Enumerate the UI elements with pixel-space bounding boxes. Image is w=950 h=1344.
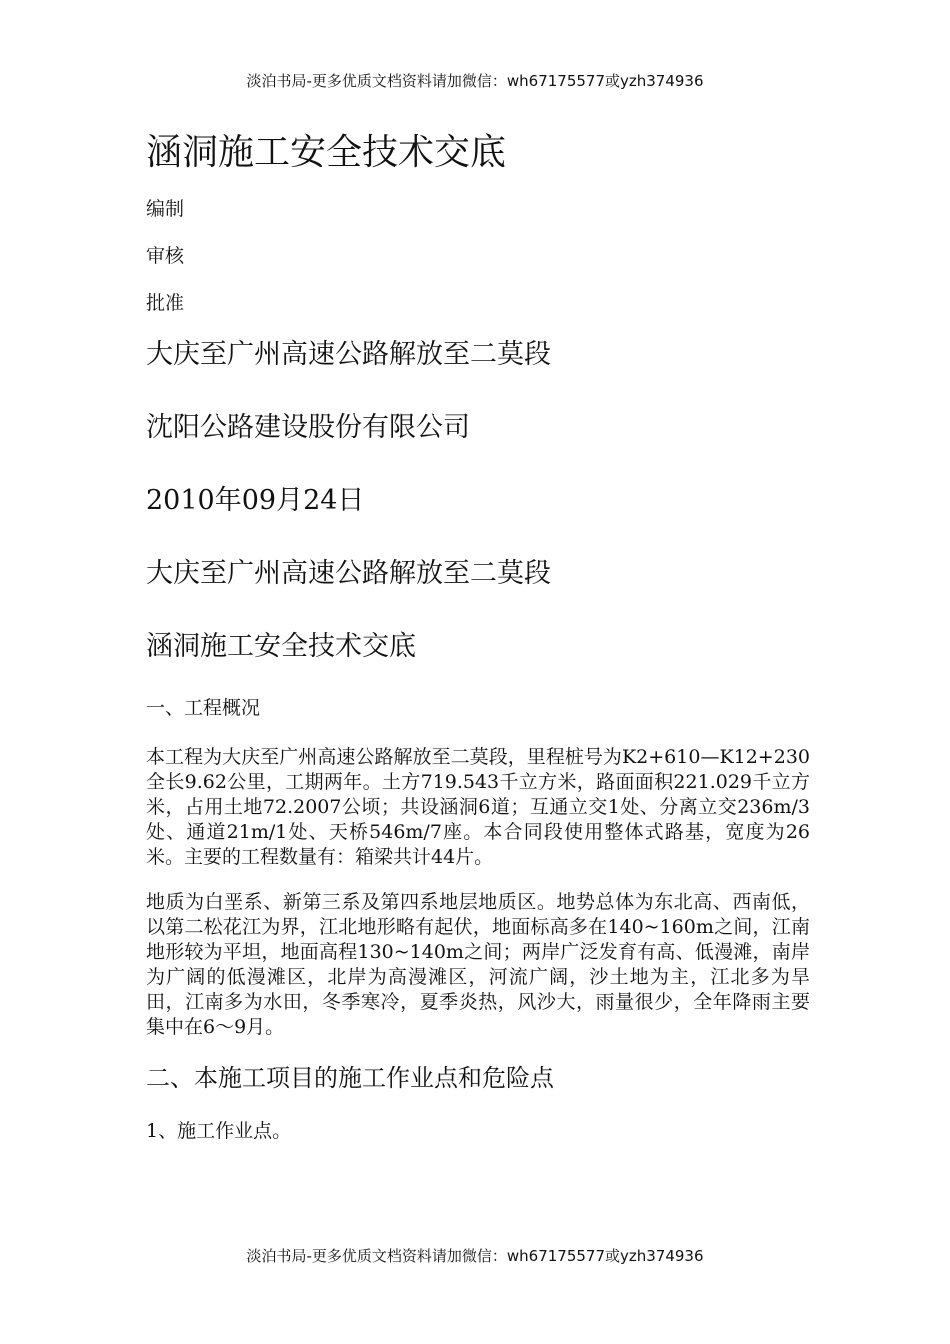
project-name: 大庆至广州高速公路解放至二莫段 <box>146 339 551 370</box>
footer-watermark: 淡泊书局-更多优质文档资料请加微信：wh67175577或yzh374936 <box>246 1247 704 1265</box>
document-title: 涵洞施工安全技术交底 <box>146 132 507 173</box>
header-watermark: 淡泊书局-更多优质文档资料请加微信：wh67175577或yzh374936 <box>246 72 704 90</box>
document-body <box>146 126 810 1168</box>
company-name: 沈阳公路建设股份有限公司 <box>146 412 470 443</box>
meta-approve: 批准 <box>146 292 185 314</box>
section-1-heading: 一、工程概况 <box>146 697 261 719</box>
meta-review: 审核 <box>146 245 185 267</box>
project-name-repeat: 大庆至广州高速公路解放至二莫段 <box>146 558 551 589</box>
meta-compile: 编制 <box>146 198 185 220</box>
section-2-heading: 二、本施工项目的施工作业点和危险点 <box>146 1064 554 1092</box>
paragraph-geology: 地质为白垩系、新第三系及第四系地层地质区。地势总体为东北高、西南低，以第二松花江为界，江北地形略有起伏，地面标高多在140~160m之间，江南地形较为平坦，地面高程130~140m之间；两岸广泛发育有高、低漫滩，南岸为广阔的低漫滩区，北岸为高漫滩区，河流广阔，沙土地为主，江北多为旱田，江南多为水田，冬季寒冷，夏季炎热，风沙大，雨量很少，全年降雨主要集中在6～9月。 <box>146 891 810 1038</box>
document-subtitle: 涵洞施工安全技术交底 <box>146 631 416 662</box>
paragraph-overview: 本工程为大庆至广州高速公路解放至二莫段，里程桩号为K2+610—K12+230全长9.62公里，工期两年。土方719.543千立方米，路面面积221.029千立方米，占用土地72.2007公顷；共设涵洞6道；互通立交1处、分离立交236m/3处、通道21m/1处、天桥546m/7座。本合同段使用整体式路基，宽度为26米。主要的工程数量有：箱梁共计44片。 <box>146 746 810 868</box>
document-date: 2010年09月24日 <box>146 485 365 516</box>
item-1-heading: 1、施工作业点。 <box>146 1120 292 1142</box>
